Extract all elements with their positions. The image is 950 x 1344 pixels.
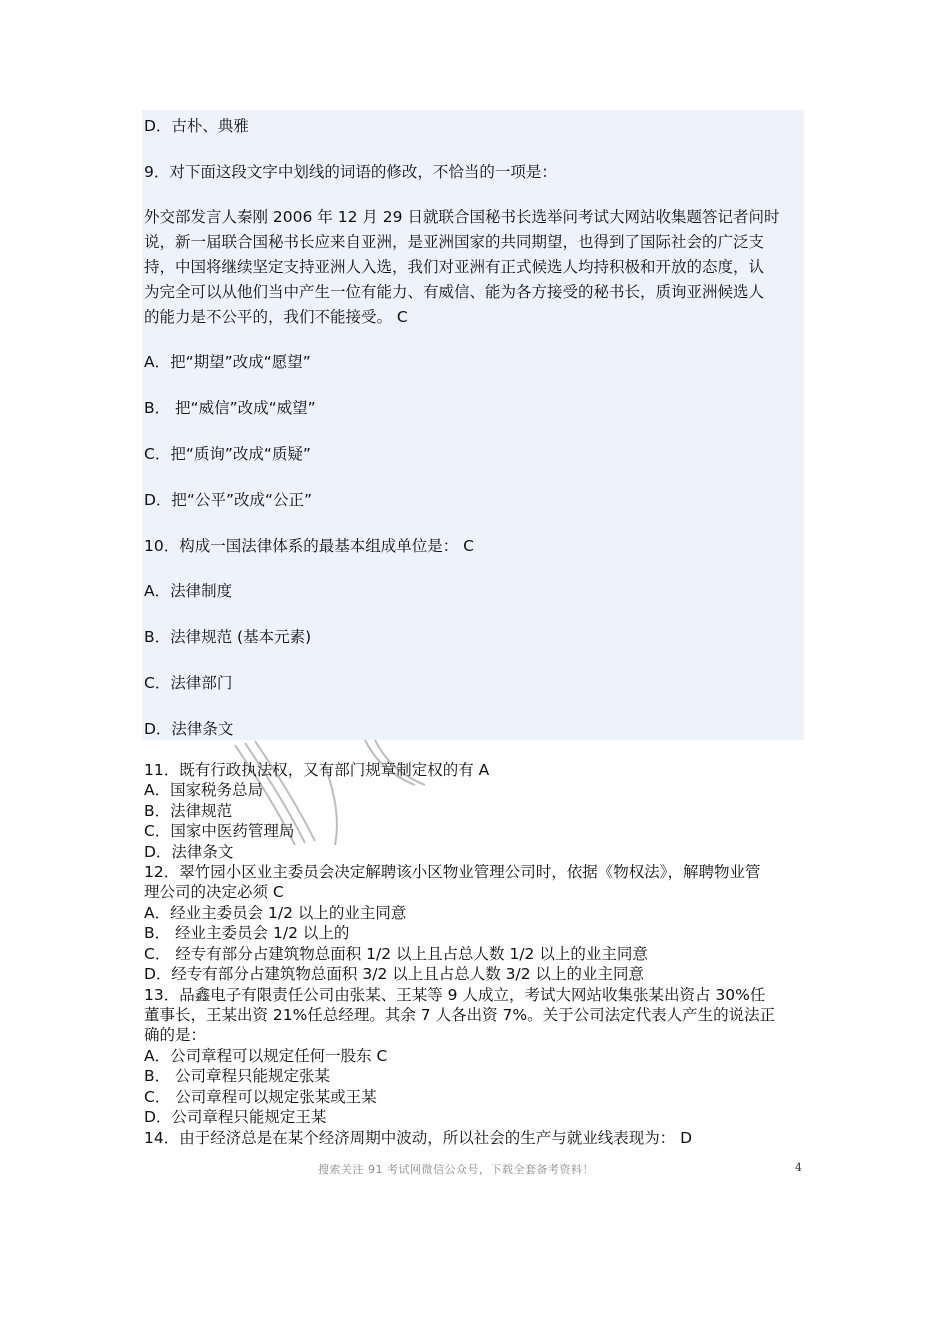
question-14: 14．由于经济总是在某个经济周期中波动，所以社会的生产与就业线表现为： D bbox=[144, 1129, 693, 1147]
option-d-q11: D．法律条文 bbox=[144, 843, 234, 861]
option-b-q9: B． 把“威信”改成“威望” bbox=[144, 399, 316, 417]
option-b-q13: B． 公司章程只能规定张某 bbox=[144, 1067, 331, 1085]
passage-line-3: 持，中国将继续坚定支持亚洲人入选，我们对亚洲有正式候选人均持积极和开放的态度，认 bbox=[144, 258, 765, 276]
question-13-line-2: 董事长，王某出资 21%任总经理。其余 7 人各出资 7%。关于公司法定代表人产生的说法正 bbox=[144, 1006, 776, 1024]
option-c-q10: C．法律部门 bbox=[144, 674, 233, 692]
option-c-q12: C． 经专有部分占建筑物总面积 1/2 以上且占总人数 1/2 以上的业主同意 bbox=[144, 945, 648, 963]
passage-line-5: 的能力是不公平的，我们不能接受。 C bbox=[144, 308, 408, 326]
passage-line-4: 为完全可以从他们当中产生一位有能力、有威信、能为各方接受的秘书长，质询亚洲候选人 bbox=[144, 283, 765, 301]
question-13-line-1: 13．品鑫电子有限责任公司由张某、王某等 9 人成立，考试大网站收集张某出资占 30%任 bbox=[144, 986, 766, 1004]
option-d-q8: D．古朴、典雅 bbox=[144, 117, 249, 135]
option-a-q13: A．公司章程可以规定任何一股东 C bbox=[144, 1047, 388, 1065]
passage-line-2: 说，新一届联合国秘书长应来自亚洲，是亚洲国家的共同期望，也得到了国际社会的广泛支 bbox=[144, 233, 765, 251]
option-a-q12: A．经业主委员会 1/2 以上的业主同意 bbox=[144, 904, 407, 922]
question-12-line-2: 理公司的决定必须 C bbox=[144, 883, 284, 901]
page-number: 4 bbox=[795, 1161, 802, 1174]
question-9: 9．对下面这段文字中划线的词语的修改，不恰当的一项是： bbox=[144, 163, 557, 181]
page-footer: 搜索关注 91 考试网微信公众号，下载全套备考资料！ bbox=[318, 1163, 594, 1176]
option-a-q10: A．法律制度 bbox=[144, 582, 233, 600]
option-c-q11: C．国家中医药管理局 bbox=[144, 822, 295, 840]
option-b-q10: B．法律规范 (基本元素) bbox=[144, 628, 312, 646]
option-d-q13: D．公司章程只能规定王某 bbox=[144, 1108, 327, 1126]
question-13-line-3: 确的是： bbox=[144, 1026, 207, 1044]
option-c-q13: C． 公司章程可以规定张某或王某 bbox=[144, 1088, 377, 1106]
question-10: 10．构成一国法律体系的最基本组成单位是： C bbox=[144, 537, 474, 555]
option-d-q10: D．法律条文 bbox=[144, 720, 234, 738]
passage-line-1: 外交部发言人秦刚 2006 年 12 月 29 日就联合国秘书长选举问考试大网站收集题答记者问时 bbox=[144, 208, 780, 226]
option-d-q9: D．把“公平”改成“公正” bbox=[144, 491, 313, 509]
option-b-q12: B． 经业主委员会 1/2 以上的 bbox=[144, 924, 350, 942]
option-d-q12: D．经专有部分占建筑物总面积 3/2 以上且占总人数 3/2 以上的业主同意 bbox=[144, 965, 645, 983]
option-c-q9: C．把“质询”改成“质疑” bbox=[144, 445, 311, 463]
option-a-q9: A．把“期望”改成“愿望” bbox=[144, 353, 311, 371]
question-12-line-1: 12．翠竹园小区业主委员会决定解聘该小区物业管理公司时，依据《物权法》，解聘物业管 bbox=[144, 863, 761, 881]
option-b-q11: B．法律规范 bbox=[144, 802, 233, 820]
question-11: 11．既有行政执法权，又有部门规章制定权的有 A bbox=[144, 761, 490, 779]
option-a-q11: A．国家税务总局 bbox=[144, 781, 264, 799]
